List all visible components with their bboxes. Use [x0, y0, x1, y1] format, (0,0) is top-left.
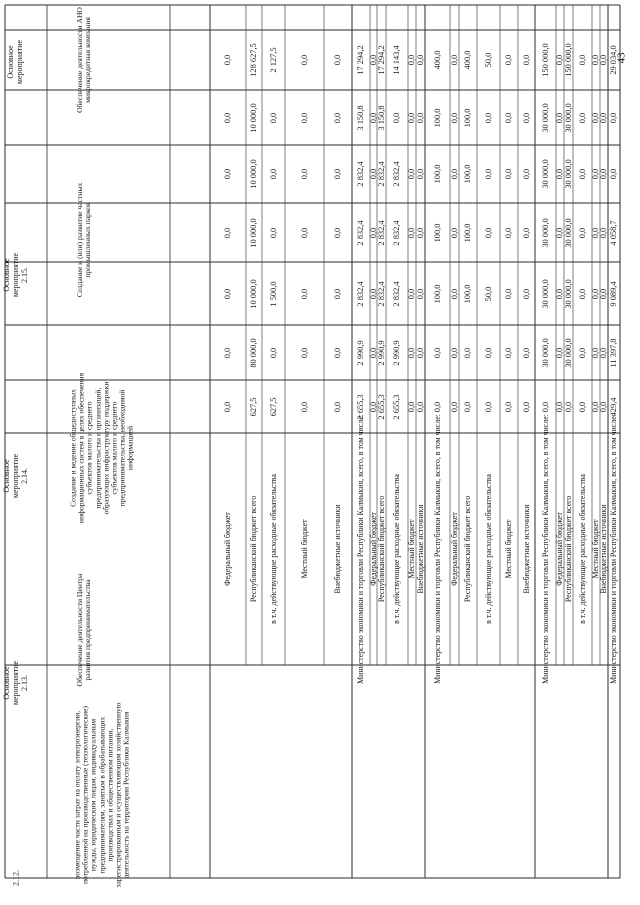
- cell-value: 2 832,4: [355, 280, 365, 307]
- cell-value: 0,0: [368, 347, 378, 358]
- cell-value: 2 990,9: [376, 339, 386, 366]
- cell-value: 0,0: [598, 288, 608, 299]
- cell-value: 150 000,0: [540, 43, 550, 77]
- cell-value: 0,0: [332, 288, 342, 299]
- cell-value: 0,0: [332, 112, 342, 123]
- cell-value: 2 990,9: [355, 339, 365, 366]
- cell-value: 0,0: [590, 168, 600, 180]
- cell-value: 0,0: [332, 227, 342, 238]
- funding-source-label: Министерство экономики и торговли Республики Калмыкия, всего, в том числе:: [432, 414, 442, 684]
- funding-source-label: Местный бюджет: [407, 519, 417, 579]
- cell-value: 0,0: [554, 168, 564, 180]
- cell-value: 0,0: [503, 168, 513, 180]
- description-2-12: возмещение части затрат на оплату электроэнергии, потребленной на производственные (технологические) нужды, юридическим лицам, индивидуальным предпринимателям, занятым в обрабатывающих производствах и общественном питании, зарегистрированным и осуществляющим хозяйственную деятельность на территории Республики Калмыкия: [72, 702, 131, 888]
- cell-value: 0,0: [521, 401, 531, 412]
- cell-value: 0,0: [268, 347, 278, 358]
- cell-value: 0,0: [577, 54, 587, 66]
- funding-source-label: в т.ч. действующие расходные обязательства: [577, 474, 587, 624]
- funding-source-label: Федеральный бюджет: [223, 512, 233, 586]
- funding-source-label: Министерство экономики и торговли Республики Калмыкия, всего, в том числе:: [540, 414, 550, 684]
- cell-value: 0,0: [521, 227, 531, 238]
- cell-value: 0,0: [577, 112, 587, 123]
- cell-value: 0,0: [222, 288, 232, 299]
- cell-value: 0,0: [449, 401, 459, 412]
- cell-value: 2 832,4: [391, 219, 401, 246]
- cell-value: 3 150,8: [376, 104, 386, 131]
- description-2-15: Создание и (или) развитие частных промышленных парков: [74, 182, 92, 298]
- cell-value: 0,0: [406, 401, 416, 412]
- funding-source-label: Федеральный бюджет: [555, 512, 565, 586]
- cell-value: 0,0: [608, 112, 618, 123]
- cell-value: 0,0: [554, 227, 564, 238]
- cell-value: 0,0: [503, 401, 513, 412]
- funding-source-label: Местный бюджет: [504, 519, 514, 579]
- cell-value: 0,0: [449, 227, 459, 238]
- cell-value: 30 000,0: [540, 159, 550, 189]
- cell-value: 0,0: [415, 112, 425, 123]
- cell-value: 0,0: [299, 288, 309, 299]
- cell-value: 2 655,3: [355, 393, 365, 420]
- cell-value: 10 000,0: [248, 278, 258, 309]
- cell-value: 0,0: [368, 112, 378, 123]
- cell-value: 0,0: [590, 227, 600, 238]
- cell-value: 0,0: [222, 112, 232, 123]
- cell-value: 0,0: [432, 347, 442, 358]
- cell-value: 50,0: [483, 52, 493, 68]
- cell-value: 0,0: [222, 54, 232, 66]
- cell-value: 0,0: [222, 168, 232, 180]
- cell-value: 30 000,0: [563, 217, 573, 248]
- cell-value: 0,0: [521, 168, 531, 180]
- cell-value: 429,4: [608, 397, 618, 416]
- cell-value: 0,0: [540, 401, 550, 412]
- cell-value: 0,0: [483, 227, 493, 238]
- cell-value: 0,0: [554, 401, 564, 412]
- cell-value: 0,0: [554, 112, 564, 123]
- cell-value: 0,0: [406, 168, 416, 180]
- cell-value: 0,0: [521, 112, 531, 123]
- cell-value: 100,0: [432, 284, 442, 303]
- cell-value: 0,0: [563, 401, 573, 412]
- cell-value: 0,0: [503, 347, 513, 358]
- cell-value: 80 000,0: [248, 337, 258, 368]
- funding-source-label: Внебюджетные источники: [599, 504, 609, 594]
- cell-value: 0,0: [608, 168, 618, 180]
- cell-value: 0,0: [598, 54, 608, 66]
- cell-value: 17 294,2: [376, 45, 386, 75]
- funding-source-label: Местный бюджет: [591, 519, 601, 579]
- heading-2-16: Основное мероприятие: [6, 39, 24, 85]
- funding-source-label: Внебюджетные источники: [521, 504, 531, 594]
- cell-value: 100,0: [432, 108, 442, 127]
- cell-value: 0,0: [332, 54, 342, 66]
- cell-value: 0,0: [332, 401, 342, 412]
- heading-2-12: 2.12.: [11, 870, 21, 886]
- cell-value: 0,0: [332, 168, 342, 180]
- cell-value: 0,0: [521, 54, 531, 66]
- cell-value: 0,0: [554, 347, 564, 358]
- cell-value: 100,0: [462, 223, 472, 242]
- cell-value: 0,0: [368, 401, 378, 412]
- cell-value: 0,0: [415, 347, 425, 358]
- cell-value: 0,0: [598, 168, 608, 180]
- cell-value: 30 000,0: [563, 278, 573, 309]
- cell-value: 30 000,0: [563, 337, 573, 368]
- funding-source-label: Федеральный бюджет: [449, 512, 459, 586]
- cell-value: 0,0: [554, 54, 564, 66]
- cell-value: 0,0: [406, 288, 416, 299]
- cell-value: 9 089,4: [608, 280, 618, 307]
- cell-value: 0,0: [462, 347, 472, 358]
- cell-value: 0,0: [449, 112, 459, 123]
- cell-value: 0,0: [432, 401, 442, 412]
- funding-source-label: Республиканский бюджет всего: [463, 495, 473, 603]
- cell-value: 0,0: [299, 54, 309, 66]
- cell-value: 0,0: [483, 112, 493, 123]
- cell-value: 0,0: [268, 227, 278, 238]
- cell-value: 2 832,4: [376, 161, 386, 187]
- cell-value: 100,0: [462, 284, 472, 303]
- cell-value: 30 000,0: [540, 102, 550, 133]
- cell-value: 17 294,2: [355, 45, 365, 75]
- cell-value: 2 832,4: [376, 280, 386, 307]
- cell-value: 0,0: [503, 288, 513, 299]
- cell-value: 2 832,4: [355, 161, 365, 187]
- cell-value: 627,5: [268, 397, 278, 416]
- cell-value: 30 000,0: [540, 337, 550, 368]
- cell-value: 0,0: [598, 401, 608, 412]
- funding-source-label: Республиканский бюджет всего: [563, 495, 573, 603]
- cell-value: 10 000,0: [248, 217, 258, 248]
- cell-value: 0,0: [483, 168, 493, 180]
- cell-value: 0,0: [299, 112, 309, 123]
- heading-2-15: Основное мероприятие 2.15.: [1, 252, 29, 298]
- cell-value: 100,0: [432, 164, 442, 184]
- cell-value: 400,0: [432, 50, 442, 70]
- cell-value: 0,0: [462, 401, 472, 412]
- funding-source-label: Министерство экономики и торговли Республики Калмыкия, всего, в том числе:: [609, 414, 619, 684]
- cell-value: 0,0: [368, 168, 378, 180]
- cell-value: 0,0: [299, 401, 309, 412]
- cell-value: 10 000,0: [248, 102, 258, 133]
- cell-value: 0,0: [415, 288, 425, 299]
- cell-value: 0,0: [368, 227, 378, 238]
- cell-value: 0,0: [415, 54, 425, 66]
- cell-value: 400,0: [462, 50, 472, 70]
- cell-value: 0,0: [598, 227, 608, 238]
- funding-source-label: Внебюджетные источники: [333, 504, 343, 594]
- cell-value: 0,0: [406, 227, 416, 238]
- cell-value: 0,0: [299, 168, 309, 180]
- cell-value: 0,0: [521, 288, 531, 299]
- funding-source-label: Республиканский бюджет всего: [249, 495, 259, 603]
- cell-value: 0,0: [598, 112, 608, 123]
- cell-value: 0,0: [268, 112, 278, 123]
- cell-value: 0,0: [222, 347, 232, 358]
- cell-value: 0,0: [521, 347, 531, 358]
- cell-value: 100,0: [432, 223, 442, 242]
- cell-value: 50,0: [483, 286, 493, 301]
- cell-value: 30 000,0: [563, 102, 573, 133]
- heading-2-13: Основное мероприятие 2.13.: [1, 660, 29, 706]
- cell-value: 0,0: [332, 347, 342, 358]
- funding-source-label: Внебюджетные источники: [415, 504, 425, 594]
- cell-value: 0,0: [415, 227, 425, 238]
- cell-value: 2 655,3: [391, 393, 401, 420]
- cell-value: 14 143,4: [391, 45, 401, 75]
- description-2-13: Обеспечение деятельности Центра развития предпринимательства: [74, 573, 92, 687]
- cell-value: 0,0: [299, 347, 309, 358]
- cell-value: 10 000,0: [248, 159, 258, 189]
- cell-value: 0,0: [598, 347, 608, 358]
- cell-value: 0,0: [406, 112, 416, 123]
- cell-value: 0,0: [449, 168, 459, 180]
- cell-value: 0,0: [577, 347, 587, 358]
- cell-value: 0,0: [391, 112, 401, 123]
- cell-value: 2 832,4: [391, 161, 401, 187]
- cell-value: 100,0: [462, 108, 472, 127]
- cell-value: 0,0: [449, 347, 459, 358]
- cell-value: 2 832,4: [391, 280, 401, 307]
- heading-2-14: Основное мероприятие 2.14.: [1, 453, 29, 499]
- cell-value: 0,0: [503, 227, 513, 238]
- cell-value: 2 655,3: [376, 393, 386, 420]
- cell-value: 150 000,0: [563, 43, 573, 77]
- cell-value: 30 000,0: [563, 159, 573, 189]
- cell-value: 0,0: [299, 227, 309, 238]
- cell-value: 128 627,5: [248, 43, 258, 77]
- funding-source-label: в т.ч. действующие расходные обязательства: [392, 474, 402, 624]
- cell-value: 29 034,0: [608, 45, 618, 75]
- cell-value: 0,0: [577, 168, 587, 180]
- funding-source-label: Федеральный бюджет: [368, 512, 378, 586]
- cell-value: 0,0: [415, 401, 425, 412]
- cell-value: 0,0: [222, 227, 232, 238]
- cell-value: 0,0: [503, 54, 513, 66]
- cell-value: 3 150,8: [355, 104, 365, 131]
- cell-value: 0,0: [577, 288, 587, 299]
- cell-value: 2 990,9: [391, 339, 401, 366]
- cell-value: 627,5: [248, 397, 258, 416]
- cell-value: 2 832,4: [355, 219, 365, 246]
- cell-value: 0,0: [449, 288, 459, 299]
- cell-value: 2 127,5: [268, 47, 278, 73]
- cell-value: 30 000,0: [540, 217, 550, 248]
- cell-value: 0,0: [406, 54, 416, 66]
- cell-value: 0,0: [368, 288, 378, 299]
- cell-value: 0,0: [590, 401, 600, 412]
- description-2-16: Обеспечение деятельности АНО микрокредитная компания: [74, 7, 92, 113]
- cell-value: 2 832,4: [376, 219, 386, 246]
- funding-source-label: Министерство экономики и торговли Республики Калмыкия, всего, в том числе:: [356, 414, 366, 684]
- cell-value: 0,0: [590, 288, 600, 299]
- cell-value: 0,0: [590, 112, 600, 123]
- cell-value: 0,0: [483, 401, 493, 412]
- cell-value: 11 397,8: [608, 337, 618, 368]
- cell-value: 0,0: [554, 288, 564, 299]
- cell-value: 0,0: [406, 347, 416, 358]
- funding-source-label: в т.ч. действующие расходные обязательства: [268, 474, 278, 624]
- cell-value: 4 058,7: [608, 219, 618, 246]
- cell-value: 0,0: [268, 168, 278, 180]
- cell-value: 30 000,0: [540, 278, 550, 309]
- cell-value: 0,0: [449, 54, 459, 66]
- cell-value: 0,0: [368, 54, 378, 66]
- page-number: 43: [615, 52, 628, 64]
- cell-value: 0,0: [577, 401, 587, 412]
- funding-source-label: в т.ч. действующие расходные обязательства: [483, 474, 493, 624]
- funding-source-label: Республиканский бюджет всего: [376, 495, 386, 603]
- cell-value: 0,0: [577, 227, 587, 238]
- cell-value: 1 500,0: [268, 280, 278, 307]
- cell-value: 0,0: [503, 112, 513, 123]
- cell-value: 100,0: [462, 164, 472, 184]
- cell-value: 0,0: [590, 347, 600, 358]
- cell-value: 0,0: [483, 347, 493, 358]
- funding-source-label: Местный бюджет: [299, 519, 309, 579]
- cell-value: 0,0: [415, 168, 425, 180]
- cell-value: 0,0: [222, 401, 232, 412]
- cell-value: 0,0: [590, 54, 600, 66]
- description-2-14: Создание и ведение общедоступных информационных систем в целях обеспечения субъектов малого и среднего предпринимательства и организаций, образующих инфраструктуру поддержки субъектов малого и среднего предпринимательства, необходимой информацией: [68, 372, 135, 524]
